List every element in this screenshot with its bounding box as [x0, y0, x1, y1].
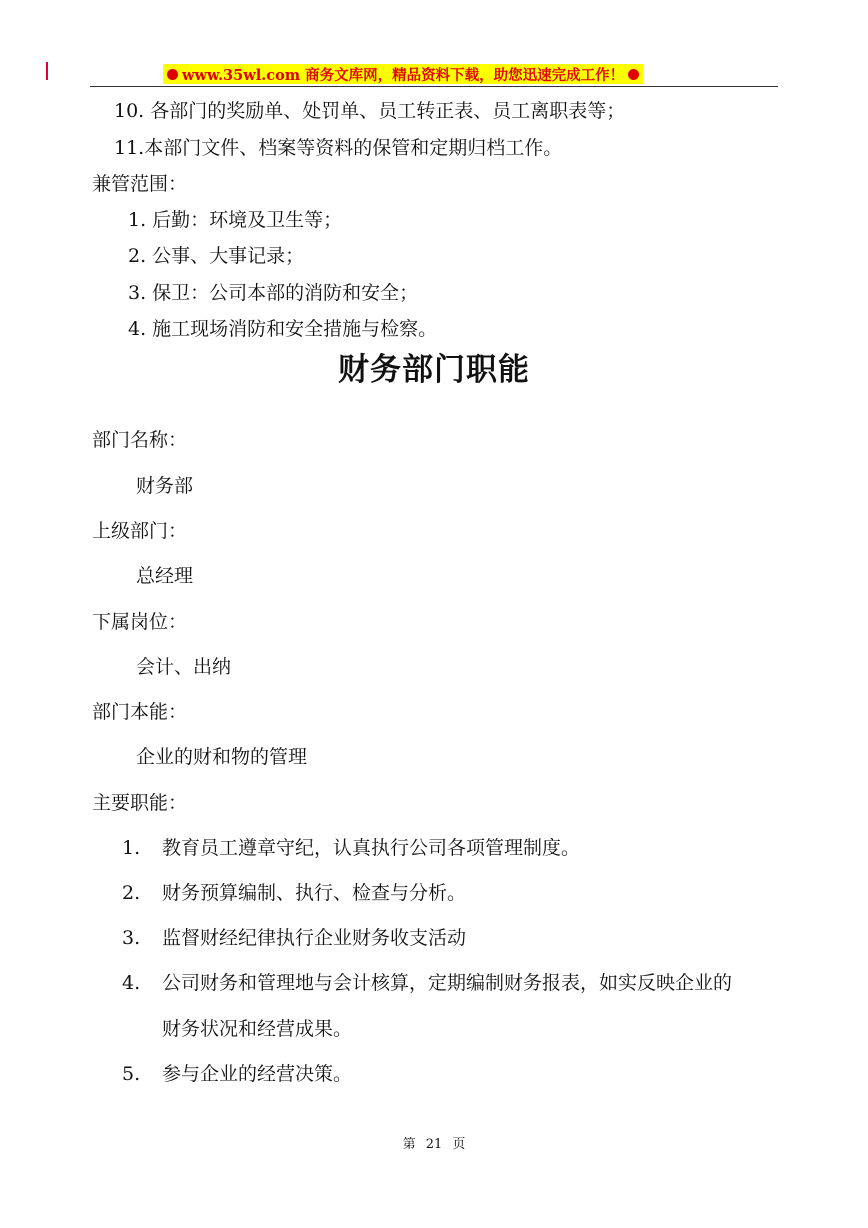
field-label: 下属岗位：: [92, 611, 188, 633]
duty-text: 公司财务和管理地与会计核算，定期编制财务报表，如实反映企业的: [162, 972, 733, 994]
duty-number: 5.: [122, 1063, 141, 1085]
scope-heading: 兼管范围：: [92, 173, 188, 195]
field-label: 部门名称：: [92, 429, 188, 451]
duty-number: 4.: [122, 972, 141, 994]
field-label: 上级部门：: [92, 520, 188, 542]
duty-number: 1.: [122, 837, 141, 859]
duty-text: 参与企业的经营决策。: [162, 1063, 353, 1085]
list-item: 4. 施工现场消防和安全措施与检察。: [128, 318, 438, 340]
duty-item: [122, 926, 466, 950]
bullet-dot-icon: [167, 69, 178, 80]
duty-number: 3.: [122, 927, 141, 949]
list-item: 1. 后勤：环境及卫生等；: [128, 209, 343, 231]
duty-item: [122, 836, 580, 860]
field-value: 财务部: [136, 475, 194, 497]
bullet-dot-icon: [628, 69, 639, 80]
duty-text: 教育员工遵章守纪，认真执行公司各项管理制度。: [162, 837, 581, 859]
duties-heading: 主要职能：: [92, 792, 188, 814]
duty-item: [122, 1062, 352, 1086]
section-title: 财务部门职能: [338, 352, 530, 388]
banner-text: www.35wl.com 商务文库网，精品资料下载，助您迅速完成工作！: [182, 66, 625, 84]
field-value: 总经理: [136, 565, 194, 587]
duty-continuation: 财务状况和经营成果。: [162, 1018, 353, 1040]
field-label: 部门本能：: [92, 701, 188, 723]
list-item: 10. 各部门的奖励单、处罚单、员工转正表、员工离职表等；: [114, 100, 626, 122]
header-banner[interactable]: [163, 64, 643, 84]
duty-text: 监督财经纪律执行企业财务收支活动: [162, 927, 467, 949]
header-rule: [90, 86, 778, 87]
page-number: 第 21 页: [402, 1137, 466, 1152]
list-item: 3. 保卫：公司本部的消防和安全；: [128, 282, 419, 304]
field-value: 会计、出纳: [136, 656, 232, 678]
list-item: 11.本部门文件、档案等资料的保管和定期归档工作。: [114, 137, 563, 159]
list-item: 2. 公事、大事记录；: [128, 245, 305, 267]
field-value: 企业的财和物的管理: [136, 746, 308, 768]
duty-item: [122, 971, 732, 995]
duty-item: [122, 881, 466, 905]
margin-mark: [46, 62, 48, 80]
duty-text: 财务预算编制、执行、检查与分析。: [162, 882, 467, 904]
duty-number: 2.: [122, 882, 141, 904]
